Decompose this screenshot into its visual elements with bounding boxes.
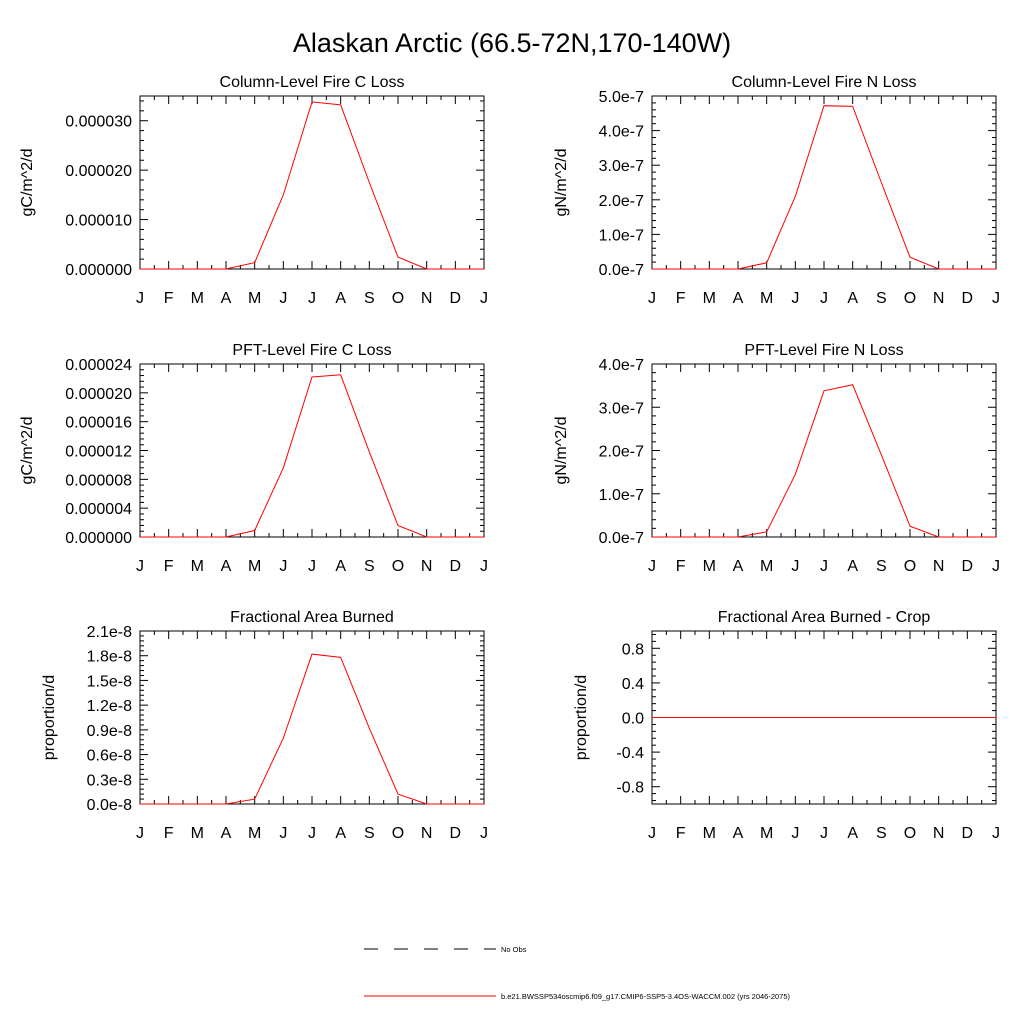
x-tick-label: F [675, 290, 686, 307]
x-tick-label: S [875, 825, 887, 842]
x-tick-label: J [480, 290, 488, 307]
x-tick-label: S [363, 558, 375, 575]
y-tick-label: 0.000000 [65, 530, 132, 547]
y-tick-label: 3.0e-7 [598, 400, 644, 418]
x-tick-label: J [992, 558, 1000, 575]
y-tick-label: 0.000020 [65, 385, 132, 403]
y-tick-label: 0.0e-7 [598, 262, 644, 279]
x-tick-label: J [136, 290, 144, 307]
x-tick-label: J [480, 825, 488, 842]
panel-title: Column-Level Fire N Loss [731, 74, 917, 91]
x-tick-label: O [903, 825, 917, 842]
x-tick-label: A [220, 825, 232, 842]
x-tick-label: O [391, 825, 405, 842]
x-tick-label: A [847, 290, 859, 307]
y-tick-label: 2.0e-7 [598, 192, 644, 210]
x-tick-label: D [961, 558, 974, 575]
x-tick-label: M [760, 825, 774, 842]
x-tick-label: J [820, 825, 828, 842]
x-tick-label: F [675, 825, 686, 842]
x-tick-label: M [248, 558, 262, 575]
panel-title: Column-Level Fire C Loss [219, 74, 405, 91]
y-tick-label: 1.5e-8 [86, 673, 132, 691]
y-tick-label: 0.3e-8 [86, 772, 132, 790]
y-tick-label: 5.0e-7 [598, 89, 644, 106]
legend [364, 945, 791, 1001]
x-tick-label: J [279, 825, 288, 842]
x-tick-label: F [163, 558, 174, 575]
x-tick-label: J [791, 825, 800, 842]
x-tick-label: J [820, 558, 828, 575]
x-tick-label: J [992, 290, 1000, 307]
x-tick-label: F [163, 290, 174, 307]
x-tick-label: O [391, 290, 405, 307]
x-tick-label: M [702, 290, 716, 307]
x-tick-label: J [279, 558, 288, 575]
panel-area-burned [41, 609, 488, 842]
x-tick-label: M [248, 825, 262, 842]
x-tick-label: A [732, 825, 744, 842]
x-tick-label: O [903, 558, 917, 575]
x-tick-label: D [449, 825, 462, 842]
y-tick-label: 1.0e-7 [598, 227, 644, 245]
panel-title: PFT-Level Fire C Loss [232, 342, 392, 359]
x-tick-label: N [932, 825, 945, 842]
panel-frame [140, 364, 484, 537]
y-tick-label: 3.0e-7 [598, 158, 644, 176]
panel-title: PFT-Level Fire N Loss [744, 342, 904, 359]
y-tick-label: 0.0 [621, 710, 644, 728]
y-tick-label: 2.1e-8 [86, 624, 132, 641]
y-tick-label: 0.000024 [65, 357, 132, 374]
x-tick-label: S [875, 290, 887, 307]
y-tick-label: 0.0e-7 [598, 530, 644, 547]
figure-title: Alaskan Arctic (66.5-72N,170-140W) [292, 28, 732, 58]
x-tick-label: D [961, 825, 974, 842]
y-tick-label: 0.000016 [65, 414, 132, 432]
x-tick-label: J [648, 558, 656, 575]
y-tick-label: 0.000004 [65, 501, 132, 519]
x-tick-label: A [335, 290, 347, 307]
x-tick-label: F [675, 558, 686, 575]
y-axis-label: gN/m^2/d [553, 416, 570, 485]
y-tick-label: -0.8 [616, 779, 644, 797]
x-tick-label: M [190, 290, 204, 307]
x-tick-label: J [791, 290, 800, 307]
panel-pft-c [19, 342, 488, 575]
x-tick-label: S [363, 290, 375, 307]
panel-title: Fractional Area Burned [230, 609, 394, 626]
x-tick-label: N [420, 558, 433, 575]
panel-column-c [19, 74, 488, 307]
x-tick-label: J [480, 558, 488, 575]
y-tick-label: 0.8 [621, 641, 644, 659]
panel-column-n [553, 74, 1000, 307]
y-tick-label: 4.0e-7 [598, 123, 644, 141]
x-tick-label: A [335, 558, 347, 575]
x-tick-label: A [847, 558, 859, 575]
x-tick-label: S [363, 825, 375, 842]
x-tick-label: M [760, 290, 774, 307]
series-line [652, 106, 996, 269]
x-tick-label: F [163, 825, 174, 842]
x-tick-label: J [308, 558, 316, 575]
x-tick-label: M [248, 290, 262, 307]
series-line [140, 102, 484, 269]
x-tick-label: N [932, 290, 945, 307]
panel-frame [652, 364, 996, 537]
x-tick-label: J [648, 290, 656, 307]
y-tick-label: 0.000008 [65, 472, 132, 490]
x-tick-label: M [760, 558, 774, 575]
y-tick-label: 4.0e-7 [598, 357, 644, 374]
x-tick-label: J [308, 290, 316, 307]
x-tick-label: A [732, 290, 744, 307]
x-tick-label: M [190, 825, 204, 842]
legend-model-label: b.e21.BWSSP534oscmip6.f09_g17.CMIP6-SSP5-3.4OS-WACCM.002 (yrs 2046-2075) [501, 992, 791, 1001]
x-tick-label: D [961, 290, 974, 307]
y-axis-label: gC/m^2/d [19, 416, 36, 485]
x-tick-label: O [903, 290, 917, 307]
y-tick-label: 2.0e-7 [598, 443, 644, 461]
x-tick-label: N [420, 825, 433, 842]
panel-frame [140, 96, 484, 269]
x-tick-label: J [791, 558, 800, 575]
y-tick-label: -0.4 [616, 745, 644, 763]
panel-pft-n [553, 342, 1000, 575]
y-axis-label: gC/m^2/d [19, 148, 36, 217]
x-tick-label: J [136, 825, 144, 842]
x-tick-label: J [992, 825, 1000, 842]
y-tick-label: 0.4 [621, 675, 644, 693]
y-tick-label: 0.000010 [65, 212, 132, 230]
y-tick-label: 0.000000 [65, 262, 132, 279]
y-tick-label: 1.8e-8 [86, 648, 132, 666]
y-tick-label: 0.0e-8 [86, 797, 132, 814]
x-tick-label: N [932, 558, 945, 575]
x-tick-label: N [420, 290, 433, 307]
x-tick-label: J [308, 825, 316, 842]
x-tick-label: M [702, 558, 716, 575]
y-tick-label: 0.000012 [65, 443, 132, 461]
y-tick-label: 1.0e-7 [598, 486, 644, 504]
x-tick-label: M [702, 825, 716, 842]
x-tick-label: A [220, 290, 232, 307]
legend-no-obs-label: No Obs [501, 945, 527, 954]
x-tick-label: M [190, 558, 204, 575]
y-tick-label: 1.2e-8 [86, 698, 132, 716]
x-tick-label: S [875, 558, 887, 575]
panel-frame [652, 96, 996, 269]
y-axis-label: gN/m^2/d [553, 148, 570, 217]
panel-title: Fractional Area Burned - Crop [717, 609, 931, 626]
x-tick-label: J [820, 290, 828, 307]
series-line [652, 385, 996, 537]
x-tick-label: A [732, 558, 744, 575]
y-axis-label: proportion/d [41, 674, 58, 761]
y-axis-label: proportion/d [573, 674, 590, 761]
x-tick-label: A [220, 558, 232, 575]
panels [19, 74, 1000, 842]
x-tick-label: A [335, 825, 347, 842]
y-tick-label: 0.6e-8 [86, 747, 132, 765]
x-tick-label: J [648, 825, 656, 842]
x-tick-label: J [136, 558, 144, 575]
panel-frame [140, 631, 484, 804]
panel-area-burned-crop [573, 609, 1000, 842]
y-tick-label: 0.000020 [65, 163, 132, 181]
x-tick-label: J [279, 290, 288, 307]
x-tick-label: A [847, 825, 859, 842]
y-tick-label: 0.000030 [65, 113, 132, 131]
y-tick-label: 0.9e-8 [86, 722, 132, 740]
x-tick-label: D [449, 558, 462, 575]
x-tick-label: O [391, 558, 405, 575]
series-line [140, 375, 484, 537]
series-line [140, 654, 484, 804]
x-tick-label: D [449, 290, 462, 307]
